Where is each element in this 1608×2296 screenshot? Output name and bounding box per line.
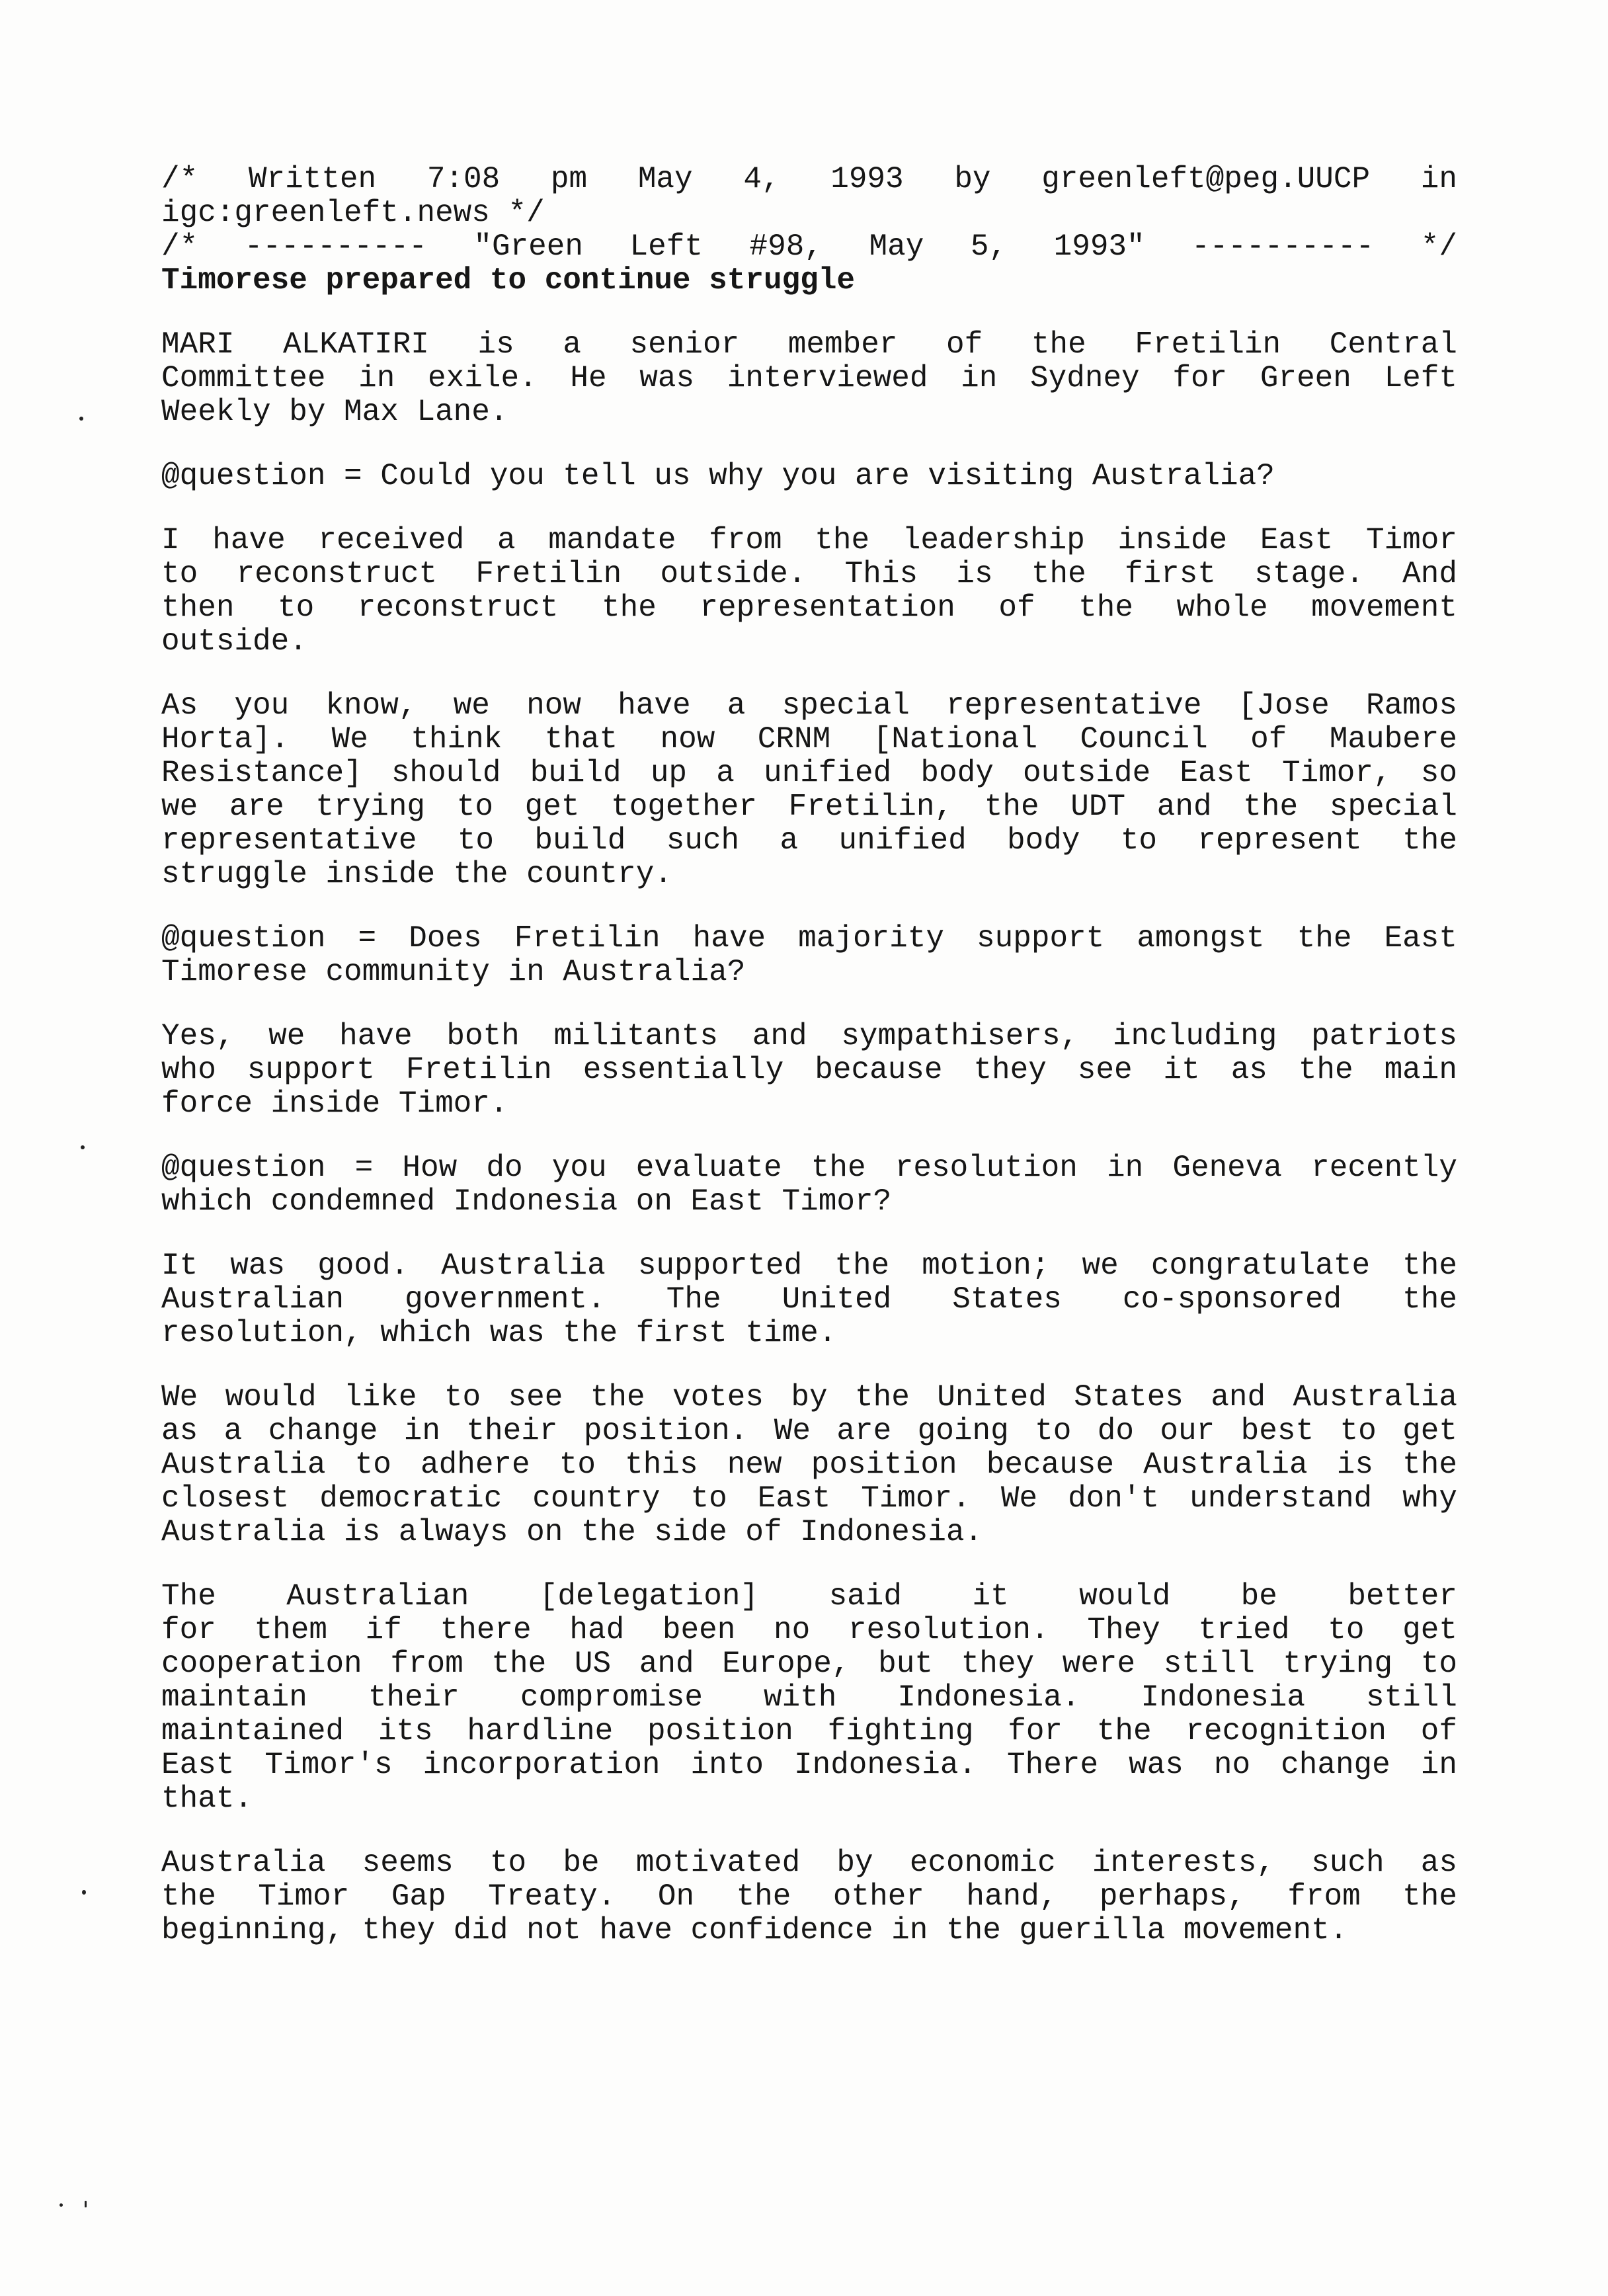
paragraph-line: Australia seems to be motivated by economic interests, such as xyxy=(161,1846,1457,1880)
paragraph-line: maintained its hardline position fighting for the recognition of xyxy=(161,1714,1457,1748)
paragraph xyxy=(161,1151,1457,1219)
paragraph-line: Australia is always on the side of Indonesia. xyxy=(161,1515,983,1549)
headline: Timorese prepared to continue struggle xyxy=(161,263,855,298)
scan-speck xyxy=(79,417,83,421)
paragraph-line: It was good. Australia supported the motion; we congratulate the xyxy=(161,1249,1457,1283)
paragraph-line: We would like to see the votes by the United States and Australia xyxy=(161,1380,1457,1414)
paragraph-line: Horta]. We think that now CRNM [National Council of Maubere xyxy=(161,722,1457,757)
paragraph-line: @question = How do you evaluate the resolution in Geneva recently xyxy=(161,1151,1457,1185)
paragraph xyxy=(161,524,1457,659)
paragraph-line: Australia to adhere to this new position because Australia is the xyxy=(161,1448,1457,1482)
paragraph-line: we are trying to get together Fretilin, the UDT and the special xyxy=(161,790,1457,824)
paragraph-line: Yes, we have both militants and sympathisers, including patriots xyxy=(161,1019,1457,1053)
paragraph-line: Resistance] should build up a unified body outside East Timor, so xyxy=(161,756,1457,790)
scan-speck xyxy=(81,1145,85,1149)
header-line: /* Written 7:08 pm May 4, 1993 by greenleft@peg.UUCP in xyxy=(161,162,1457,196)
paragraph-line: Weekly by Max Lane. xyxy=(161,395,508,429)
paragraph xyxy=(161,1381,1457,1549)
scan-speck xyxy=(82,1890,86,1895)
paragraph-line: Australian government. The United States co-sponsored the xyxy=(161,1282,1457,1317)
header-line: /* ---------- "Green Left #98, May 5, 1993" ---------- */ xyxy=(161,229,1457,264)
paragraph-line: @question = Could you tell us why you are visiting Australia? xyxy=(161,459,1275,493)
paragraph xyxy=(161,922,1457,989)
paragraph-line: Timorese community in Australia? xyxy=(161,955,746,989)
paragraph-line: @question = Does Fretilin have majority support amongst the East xyxy=(161,921,1457,956)
paragraph-line: East Timor's incorporation into Indonesia. There was no change in xyxy=(161,1748,1457,1782)
paragraph xyxy=(161,1249,1457,1350)
paragraph-line: MARI ALKATIRI is a senior member of the Fretilin Central xyxy=(161,327,1457,362)
paragraph-line: As you know, we now have a special representative [Jose Ramos xyxy=(161,688,1457,723)
paragraph-line: who support Fretilin essentially because they see it as the main xyxy=(161,1053,1457,1087)
paragraph-line: I have received a mandate from the leadership inside East Timor xyxy=(161,523,1457,557)
paragraph-line: struggle inside the country. xyxy=(161,857,672,891)
paragraph-line: force inside Timor. xyxy=(161,1086,508,1121)
paragraph-line: then to reconstruct the representation of the whole movement xyxy=(161,591,1457,625)
paragraph-line: for them if there had been no resolution. They tried to get xyxy=(161,1613,1457,1647)
paragraph-line: Committee in exile. He was interviewed in Sydney for Green Left xyxy=(161,361,1457,395)
paragraph-line: beginning, they did not have confidence in the guerilla movement. xyxy=(161,1913,1348,1948)
paragraph-line: resolution, which was the first time. xyxy=(161,1316,837,1350)
scan-speck xyxy=(85,2201,87,2207)
article-header xyxy=(161,163,1457,298)
article-body xyxy=(161,328,1457,1948)
paragraph-line: outside. xyxy=(161,624,307,659)
paragraph xyxy=(161,689,1457,891)
paragraph-line: maintain their compromise with Indonesia. Indonesia still xyxy=(161,1680,1457,1715)
article-text xyxy=(161,163,1457,1978)
paragraph-line: closest democratic country to East Timor. We don't understand why xyxy=(161,1481,1457,1516)
paragraph xyxy=(161,1846,1457,1948)
paragraph-line: the Timor Gap Treaty. On the other hand, perhaps, from the xyxy=(161,1879,1457,1914)
paragraph-line: which condemned Indonesia on East Timor? xyxy=(161,1184,892,1219)
paragraph xyxy=(161,460,1457,493)
paragraph-line: that. xyxy=(161,1782,253,1816)
paragraph xyxy=(161,1020,1457,1121)
paragraph-line: The Australian [delegation] said it would be better xyxy=(161,1579,1457,1614)
paragraph-line: as a change in their position. We are going to do our best to get xyxy=(161,1414,1457,1448)
paragraph xyxy=(161,1580,1457,1816)
paragraph-line: representative to build such a unified body to represent the xyxy=(161,823,1457,858)
header-line: igc:greenleft.news */ xyxy=(161,196,545,230)
scan-speck xyxy=(60,2203,63,2207)
paragraph xyxy=(161,328,1457,429)
paragraph-line: cooperation from the US and Europe, but they were still trying to xyxy=(161,1647,1457,1681)
paragraph-line: to reconstruct Fretilin outside. This is the first stage. And xyxy=(161,557,1457,591)
